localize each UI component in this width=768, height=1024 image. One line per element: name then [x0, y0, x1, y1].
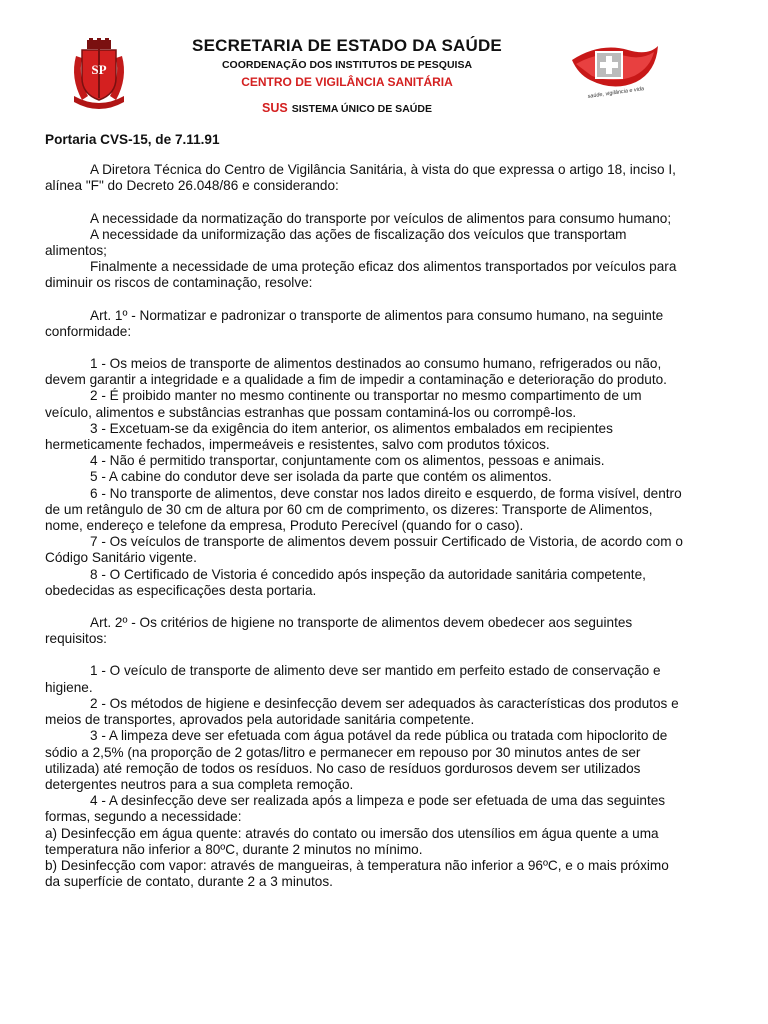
list-item: 8 - O Certificado de Vistoria é concedido após inspeção da autoridade sanitária competente, obedecidas as especificações desta portaria. — [45, 566, 646, 598]
coordination-subtitle: COORDENAÇÃO DOS INSTITUTOS DE PESQUISA — [221, 59, 473, 71]
sus-acronym: SUS — [262, 101, 288, 115]
paragraph: A necessidade da uniformização das ações de fiscalização dos veículos que transportam alimentos; — [45, 226, 627, 259]
list-item: a) Desinfecção em água quente: através do contato ou imersão dos utensílios em água quente a uma temperatura não inferior a 80ºC, durante 2 minutos no mínimo. — [45, 825, 659, 857]
list-item: 5 - A cabine do condutor deve ser isolada da parte que contém os alimentos. — [90, 469, 552, 485]
list-item: 7 - Os veículos de transporte de alimentos devem possuir Certificado de Vistoria, de acordo com o Código Sanitário vigente. — [45, 534, 683, 566]
list-item: 6 - No transporte de alimentos, deve constar nos lados direito e esquerdo, de forma visível, dentro de um retângulo de 30 cm de altura por 60 cm de comprimento, os dizeres: Transporte de Alimentos, nome, endereço e telefone da empresa, Produto Perecível (quando for o caso). — [45, 485, 682, 534]
document-heading: Portaria CVS-15, de 7.11.91 — [45, 132, 220, 147]
paragraph: A Diretora Técnica do Centro de Vigilância Sanitária, à vista do que expressa o artigo 18, inciso I, alínea "F" do Decreto 26.048/86 e considerando: — [45, 162, 676, 194]
list-item: 1 - Os meios de transporte de alimentos destinados ao consumo humano, refrigerados ou não, devem garantir a integridade e a qualidade a fim de impedir a contaminação e deterioração do produto. — [45, 356, 667, 388]
list-item: 4 - Não é permitido transportar, conjuntamente com os alimentos, pessoas e animais. — [90, 453, 605, 469]
list-item: 2 - Os métodos de higiene e desinfecção devem ser adequados às características dos produtos e meios de transportes, aprovados pela autoridade sanitária competente. — [45, 695, 679, 728]
article-2: Art. 2º - Os critérios de higiene no transporte de alimentos devem obedecer aos seguintes requisitos: — [45, 615, 633, 647]
paragraph: A necessidade da normatização do transporte por veículos de alimentos para consumo humano; — [90, 210, 672, 226]
document-body — [45, 132, 685, 890]
sus-name: SISTEMA ÚNICO DE SAÚDE — [291, 103, 432, 115]
list-item: 3 - Excetuam-se da exigência do item anterior, os alimentos embalados em recipientes hermeticamente fechados, impermeáveis e resistentes, salvo com produtos tóxicos. — [45, 420, 613, 453]
paragraph: Finalmente a necessidade de uma proteção eficaz dos alimentos transportados por veículos para diminuir os riscos de contaminação, resolve: — [45, 259, 677, 291]
list-item: 4 - A desinfecção deve ser realizada após a limpeza e pode ser efetuada de uma das seguintes formas, segundo a necessidade: — [45, 793, 666, 825]
letterhead — [0, 0, 768, 125]
red-swoosh-swiss-cross-icon — [570, 42, 660, 104]
list-item: 2 - É proibido manter no mesmo continente ou transportar no mesmo compartimento de um veículo, alimentos e substâncias estranhas que possam contaminá-los ou corrompê-los. — [45, 388, 642, 420]
list-item: 1 - O veículo de transporte de alimento deve ser mantido em perfeito estado de conservação e higiene. — [45, 663, 661, 695]
list-item: 3 - A limpeza deve ser efetuada com água potável da rede pública ou tratada com hipoclorito de sódio a 2,5% (na proporção de 2 gotas/litro e permanecer em repouso por 30 minutos antes de ser utilizada) até remoção de todos os resíduos. No caso de resíduos gordurosos devem ser utilizados detergentes neutros para a sua completa remoção. — [45, 728, 668, 792]
svg-text:saúde, vigilância e vida: saúde, vigilância e vida — [587, 86, 645, 100]
article-1: Art. 1º - Normatizar e padronizar o transporte de alimentos para consumo humano, na seguinte conformidade: — [45, 307, 664, 339]
list-item: b) Desinfecção com vapor: através de mangueiras, à temperatura não inferior a 96ºC, e o mais próximo da superfície de contato, durante 2 a 3 minutos. — [45, 857, 669, 890]
agency-title: SECRETARIA DE ESTADO DA SAÚDE — [192, 36, 502, 55]
svg-text:SP: SP — [91, 62, 107, 77]
center-name: CENTRO DE VIGILÂNCIA SANITÁRIA — [241, 75, 453, 89]
